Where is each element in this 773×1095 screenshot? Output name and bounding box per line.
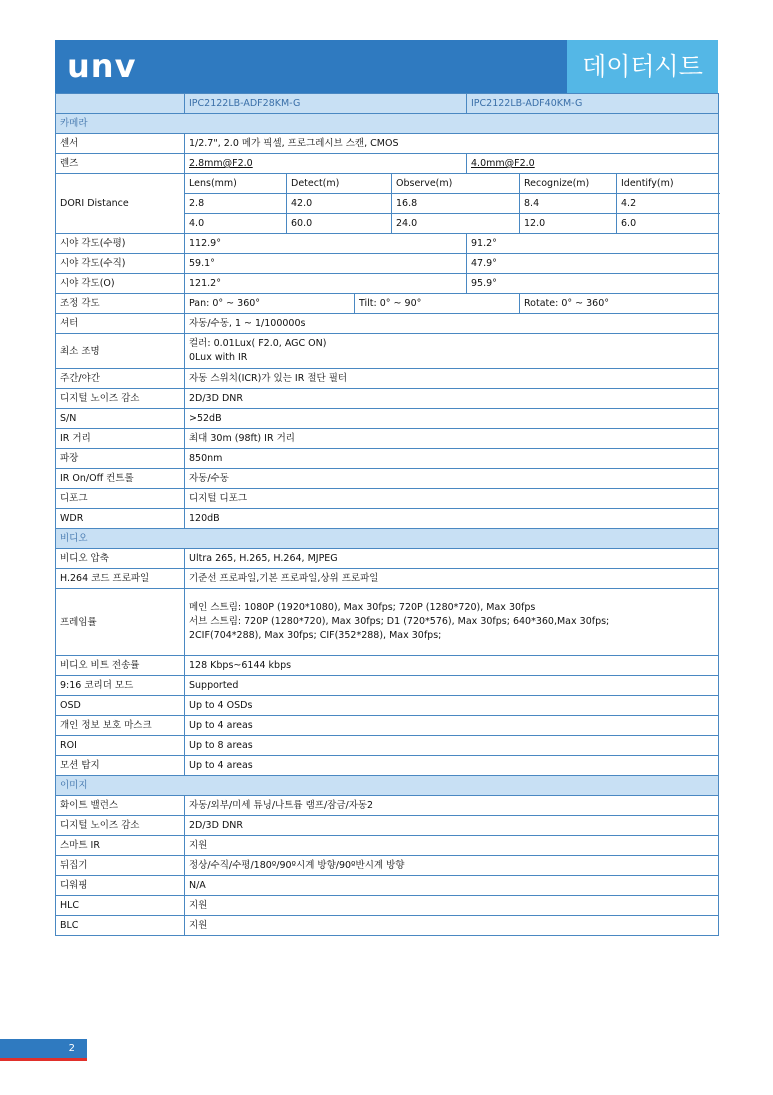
lens-b: 4.0mm@F2.0 xyxy=(467,154,719,174)
frame-rate-line3: 2CIF(704*288), Max 30fps; CIF(352*288), Max 30fps; xyxy=(189,630,442,641)
row-label: 비디오 비트 전송률 xyxy=(56,656,185,676)
row-label: 시야 각도(수평) xyxy=(56,234,185,254)
row-shutter xyxy=(56,314,719,334)
row-value: 기준선 프로파일,기본 프로파일,상위 프로파일 xyxy=(185,569,719,589)
dori-cell: 24.0 xyxy=(392,214,520,234)
dori-cell: 4.0 xyxy=(185,214,287,234)
row-wdr xyxy=(56,509,719,529)
row-smart-ir xyxy=(56,836,719,856)
row-ir-range xyxy=(56,429,719,449)
row-label: 최소 조명 xyxy=(56,334,185,369)
row-label: 시야 각도(O) xyxy=(56,274,185,294)
row-value: 1/2.7", 2.0 메가 픽셀, 프로그레시브 스캔, CMOS xyxy=(185,134,719,154)
adjust-pan: Pan: 0° ~ 360° xyxy=(185,294,355,314)
row-frame-rate xyxy=(56,589,719,656)
row-value-a: 121.2° xyxy=(185,274,467,294)
row-label: 센서 xyxy=(56,134,185,154)
row-label: ROI xyxy=(56,736,185,756)
section-video: 비디오 xyxy=(56,529,719,549)
model-empty-cell xyxy=(56,94,185,114)
row-fov-v xyxy=(56,254,719,274)
row-label: HLC xyxy=(56,896,185,916)
row-value: Up to 4 OSDs xyxy=(185,696,719,716)
row-value: 정상/수직/수평/180º/90º시계 방향/90º반시계 방향 xyxy=(185,856,719,876)
dori-cell: 12.0 xyxy=(520,214,617,234)
row-defog xyxy=(56,489,719,509)
row-value: 2D/3D DNR xyxy=(185,389,719,409)
dori-cell: 42.0 xyxy=(287,194,392,214)
header-banner xyxy=(55,40,718,93)
dori-cell: 8.4 xyxy=(520,194,617,214)
row-corridor xyxy=(56,676,719,696)
model-b: IPC2122LB-ADF40KM-G xyxy=(467,94,719,114)
row-value xyxy=(185,589,719,656)
dori-cell: 6.0 xyxy=(617,214,719,234)
frame-rate-line1: 메인 스트림: 1080P (1920*1080), Max 30fps; 720P (1280*720), Max 30fps xyxy=(189,602,536,613)
row-fov-o xyxy=(56,274,719,294)
row-value: 자동/외부/미세 튜닝/나트륨 램프/잠금/자동2 xyxy=(185,796,719,816)
dori-cell: 60.0 xyxy=(287,214,392,234)
row-value-b: 47.9° xyxy=(467,254,719,274)
dori-cell: 16.8 xyxy=(392,194,520,214)
row-label: 렌즈 xyxy=(56,154,185,174)
row-value: 지원 xyxy=(185,896,719,916)
row-wb xyxy=(56,796,719,816)
row-value: 2D/3D DNR xyxy=(185,816,719,836)
brand-logo: unv xyxy=(67,47,137,85)
row-value: 디지털 디포그 xyxy=(185,489,719,509)
row-value-a: 112.9° xyxy=(185,234,467,254)
row-blc xyxy=(56,916,719,936)
row-label: OSD xyxy=(56,696,185,716)
row-fov-h xyxy=(56,234,719,254)
row-value: Supported xyxy=(185,676,719,696)
row-value: Up to 4 areas xyxy=(185,716,719,736)
row-label: BLC xyxy=(56,916,185,936)
dori-col-recognize: Recognize(m) xyxy=(520,174,617,194)
page-number-underline xyxy=(0,1058,87,1061)
row-compression xyxy=(56,549,719,569)
spec-table xyxy=(55,93,719,936)
row-value: 최대 30m (98ft) IR 거리 xyxy=(185,429,719,449)
dori-col-identify: Identify(m) xyxy=(617,174,719,194)
row-sensor xyxy=(56,134,719,154)
row-image-dnr xyxy=(56,816,719,836)
row-value-b: 95.9° xyxy=(467,274,719,294)
row-label: 파장 xyxy=(56,449,185,469)
row-adjust xyxy=(56,294,719,314)
row-value: 850nm xyxy=(185,449,719,469)
row-label: 프레임률 xyxy=(56,589,185,656)
row-label: DORI Distance xyxy=(56,174,185,234)
row-label: 디워핑 xyxy=(56,876,185,896)
row-label: 화이트 밸런스 xyxy=(56,796,185,816)
row-wavelength xyxy=(56,449,719,469)
row-lens xyxy=(56,154,719,174)
row-label: 디지털 노이즈 감소 xyxy=(56,816,185,836)
row-osd xyxy=(56,696,719,716)
min-illum-line2: 0Lux with IR xyxy=(189,352,248,363)
row-label: 스마트 IR xyxy=(56,836,185,856)
row-sn xyxy=(56,409,719,429)
row-value: Up to 8 areas xyxy=(185,736,719,756)
row-label: 디포그 xyxy=(56,489,185,509)
row-value: 지원 xyxy=(185,916,719,936)
row-label: 디지털 노이즈 감소 xyxy=(56,389,185,409)
row-value: Up to 4 areas xyxy=(185,756,719,776)
row-label: 비디오 압축 xyxy=(56,549,185,569)
row-flip xyxy=(56,856,719,876)
row-label: H.264 코드 프로파일 xyxy=(56,569,185,589)
section-image: 이미지 xyxy=(56,776,719,796)
dori-col-observe: Observe(m) xyxy=(392,174,520,194)
datasheet-title: 데이터시트 xyxy=(567,40,718,93)
row-label: 주간/야간 xyxy=(56,369,185,389)
row-value: 자동 스위치(ICR)가 있는 IR 절단 필터 xyxy=(185,369,719,389)
row-value: 자동/수동 xyxy=(185,469,719,489)
row-day-night xyxy=(56,369,719,389)
row-dnr xyxy=(56,389,719,409)
row-value: 120dB xyxy=(185,509,719,529)
row-label: 개인 정보 보호 마스크 xyxy=(56,716,185,736)
row-value-b: 91.2° xyxy=(467,234,719,254)
row-value-a: 59.1° xyxy=(185,254,467,274)
model-a: IPC2122LB-ADF28KM-G xyxy=(185,94,467,114)
row-roi xyxy=(56,736,719,756)
row-label: 모션 탐지 xyxy=(56,756,185,776)
row-min-illum xyxy=(56,334,719,369)
dori-col-detect: Detect(m) xyxy=(287,174,392,194)
row-label: WDR xyxy=(56,509,185,529)
dori-cell: 4.2 xyxy=(617,194,719,214)
min-illum-line1: 컬러: 0.01Lux( F2.0, AGC ON) xyxy=(189,338,327,349)
row-bitrate xyxy=(56,656,719,676)
row-value: 128 Kbps~6144 kbps xyxy=(185,656,719,676)
row-value: 자동/수동, 1 ~ 1/100000s xyxy=(185,314,719,334)
row-value: N/A xyxy=(185,876,719,896)
row-label: S/N xyxy=(56,409,185,429)
row-value xyxy=(185,334,719,369)
row-value: Ultra 265, H.265, H.264, MJPEG xyxy=(185,549,719,569)
row-value: >52dB xyxy=(185,409,719,429)
row-h264-profile xyxy=(56,569,719,589)
row-label: 9:16 코리더 모드 xyxy=(56,676,185,696)
adjust-tilt: Tilt: 0° ~ 90° xyxy=(355,294,520,314)
row-label: 셔터 xyxy=(56,314,185,334)
row-motion xyxy=(56,756,719,776)
row-label: 시야 각도(수직) xyxy=(56,254,185,274)
row-dori-header xyxy=(56,174,719,194)
row-label: IR 거리 xyxy=(56,429,185,449)
frame-rate-line2: 서브 스트림: 720P (1280*720), Max 30fps; D1 (720*576), Max 30fps; 640*360,Max 30fps; xyxy=(189,616,610,627)
dori-cell: 2.8 xyxy=(185,194,287,214)
lens-a: 2.8mm@F2.0 xyxy=(185,154,467,174)
row-label: IR On/Off 컨트롤 xyxy=(56,469,185,489)
row-label: 조정 각도 xyxy=(56,294,185,314)
page-number: 2 xyxy=(0,1039,87,1058)
dori-col-lens: Lens(mm) xyxy=(185,174,287,194)
section-camera: 카메라 xyxy=(56,114,719,134)
row-value: 지원 xyxy=(185,836,719,856)
row-hlc xyxy=(56,896,719,916)
row-privacy xyxy=(56,716,719,736)
adjust-rotate: Rotate: 0° ~ 360° xyxy=(520,294,719,314)
row-dewarp xyxy=(56,876,719,896)
model-row xyxy=(56,94,719,114)
row-label: 뒤집기 xyxy=(56,856,185,876)
row-ir-control xyxy=(56,469,719,489)
